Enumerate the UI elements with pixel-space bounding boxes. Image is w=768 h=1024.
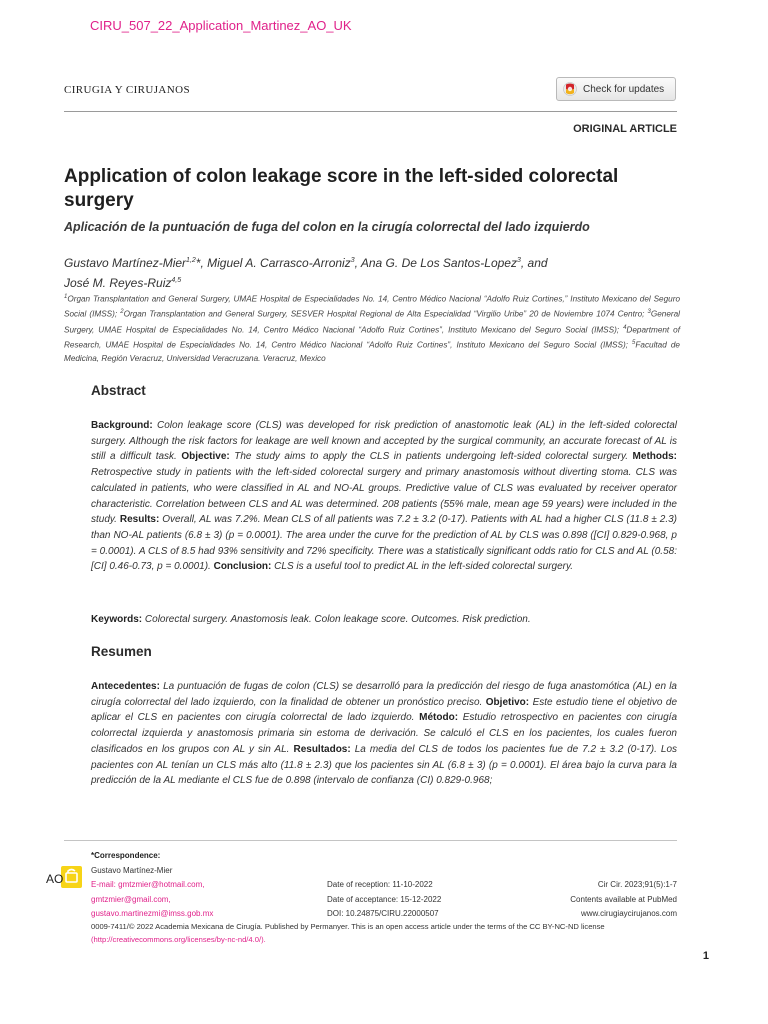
metodo-label: Método: [419, 712, 459, 724]
article-subtitle-spanish: Aplicación de la puntuación de fuga del colon en la cirugía colorrectal del lado izquierdo [64, 220, 590, 234]
correspondence-email[interactable]: gmtzmier@gmail.com, [91, 895, 171, 904]
affiliation-text: Organ Transplantation and General Surgery, UMAE Hospital de Especialidades No. 14, Centro Médico Nacional “Adolfo Ruiz Cortines,” Instituto Mexicano del Seguro Social (IMSS); [64, 294, 680, 320]
header-divider [64, 111, 677, 112]
objective-text: The study aims to apply the CLS in patients undergoing left-sided colorectal surgery. [234, 451, 629, 463]
author-list: Gustavo Martínez-Mier$^{1,2}$*, Miguel A. Carrasco-Arroniz$^3$, Ana G. De Los Santos-Lopez$^3$, and José M. Reyes-Ruiz$^{4,5}$ [64, 256, 548, 290]
objetivo-text: Este estudio tiene el objetivo de aplicar el CLS en pacientes con cirugía colorrectal de lado izquierdo. [91, 696, 678, 724]
running-head: CIRU_507_22_Application_Martinez_AO_UK [90, 18, 352, 33]
footer-divider [64, 840, 677, 841]
correspondence-email[interactable]: gustavo.martinezmi@imss.gob.mx [91, 909, 214, 918]
affiliation-text: Organ Transplantation and General Surgery, SESVER Hospital Regional de Alta Especialidad “Virgilio Uribe” 20 de Noviembre 1074 Centro; [123, 310, 645, 320]
objetivo-label: Objetivo: [485, 696, 530, 708]
results-text: Overall, AL was 7.2%. Mean CLS of all patients was 7.2 ± 3.2 (0-17). Patients with AL had a higher CLS (11.8 ± 2.3) than NO-AL patients (6.8 ± 3) (p = 0.0001). The area under the curve for the prediction of AL by CLS was 0.898 ([CI] 0.829-0.968, p = 0.0001). A CLS of 8.5 had 93% sensitivity and 72% specificity. There was a statistically significant odds ratio for CLS and AL (0.58: [CI] 0.46-0.73, p = 0.0001). [91, 514, 677, 573]
license-statement [91, 921, 681, 946]
methods-text: Retrospective study in patients with the left-sided colorectal surgery and primary anastomosis without diverting stoma. CLS was calculated in patients, who were classified in AL and NO-AL groups. Predictive value of CLS was evaluated by receiver operator characteristic. Correlation between CLS and AL was determined. 208 patients (55% male, mean age 59 years) were included in the study. [91, 467, 677, 526]
author-affiliation-sup: 3 [350, 257, 355, 264]
affiliation-text: Department of Research, UMAE Hospital de Especialidades No. 14, Centro Médico Nacional “Adolfo Ruiz Cortines”, Instituto Mexicano del Seguro Social (IMSS); [64, 325, 680, 350]
license-text: 0009-7411/© 2022 Academia Mexicana de Cirugía. Published by Permanyer. This is an open access article under the terms of the CC BY-NC-ND license [91, 922, 605, 931]
author-name: Ana G. De Los Santos-Lopez [360, 256, 517, 270]
affiliation-marker: 3 [647, 309, 651, 316]
results-label: Results: [119, 514, 160, 526]
keywords-label: Keywords: [91, 614, 143, 625]
open-access-label: AO [46, 872, 64, 886]
citation-reference: Cir Cir. 2023;91(5):1-7 [597, 880, 677, 889]
correspondence-email[interactable]: E-mail: gmtzmier@hotmail.com, [91, 880, 205, 889]
resumen-heading: Resumen [91, 644, 152, 659]
author-name: Miguel A. Carrasco-Arroniz [207, 256, 351, 270]
check-for-updates-label: Check for updates [583, 83, 665, 95]
author-affiliation-sup: 4,5 [171, 277, 182, 284]
affiliation-marker: 2 [120, 309, 124, 316]
affiliation-text: General Surgery, UMAE Hospital de Especialidades No. 14, Centro Médico Nacional “Adolfo Ruiz Cortines”, Instituto Mexicano del Seguro Social (IMSS); [64, 310, 681, 335]
date-of-reception: Date of reception: 11-10-2022 [327, 880, 433, 889]
affiliation-marker: 1 [64, 294, 68, 300]
article-type: ORIGINAL ARTICLE [573, 123, 677, 135]
author-affiliation-sup: 1,2 [186, 257, 196, 264]
check-for-updates-button[interactable] [556, 77, 676, 101]
affiliation-marker: 5 [632, 339, 636, 346]
affiliation-marker: 4 [623, 324, 627, 331]
resultados-text: La media del CLS de todos los pacientes fue de 7.2 ± 3.2 (0-17). Los pacientes con AL tenían un CLS más alto (11.8 ± 2.3) que los pacientes sin AL (6.8 ± 3) (p = 0.0001). El área bajo la curva para la predicción de la AL mediante el CLS fue de 0.898 (intervalo de confianza (CI) 0.829-0.968; [91, 743, 678, 787]
article-title: Application of colon leakage score in the left-sided colorectal surgery [64, 166, 619, 211]
abstract-heading: Abstract [91, 383, 146, 398]
correspondence-name: Gustavo Martínez-Mier [91, 866, 173, 875]
author-name: Gustavo Martínez-Mier [64, 256, 187, 270]
journal-name: CIRUGIA Y CIRUJANOS [64, 84, 190, 96]
keywords [91, 612, 677, 628]
methods-label: Methods: [632, 451, 677, 463]
author-name: José M. Reyes-Ruiz [64, 276, 172, 290]
antecedentes-text: La puntuación de fugas de colon (CLS) se desarrolló para la predicción del riesgo de fuga anastomótica (AL) en la cirugía colorrectal del lado izquierdo, con la finalidad de obtener un pronóstico preciso. [91, 681, 677, 708]
correspondence-label: *Correspondence: [91, 851, 161, 860]
abstract-body [91, 418, 677, 575]
journal-website[interactable]: www.cirugiaycirujanos.com [580, 909, 677, 918]
doi: DOI: 10.24875/CIRU.22000507 [327, 909, 439, 918]
author-conjunction: and [527, 256, 548, 270]
page-number: 1 [702, 950, 709, 962]
author-affiliation-sup: 3 [516, 257, 521, 264]
resumen-body [91, 679, 677, 789]
conclusion-label: Conclusion: [213, 561, 272, 573]
affiliations [64, 291, 680, 366]
background-text: Colon leakage score (CLS) was developed for risk prediction of anastomotic leak (AL) in the left-sided colorectal surgery. Although the risk factors for leakage are well known and accepted by the surgical community, an accurate forecast of AL is still a difficult task. [91, 420, 677, 463]
metodo-text: Estudio retrospectivo en pacientes con cirugía colorrectal izquierda y anastomosis primaria sin estoma de derivación. Se calculó el CLS en los pacientes, los cuales fueron clasificados en los grupos con AL y sin AL. [91, 712, 678, 755]
background-label: Background: [91, 420, 153, 431]
crossmark-icon [563, 82, 577, 96]
affiliation-text: Facultad de Medicina, Región Veracruz, Universidad Veracruzana. Veracruz, Mexico [64, 340, 680, 364]
resultados-label: Resultados: [293, 743, 351, 755]
antecedentes-label: Antecedentes: [91, 681, 160, 692]
keywords-text: Colorectal surgery. Anastomosis leak. Colon leakage score. Outcomes. Risk prediction. [144, 614, 531, 625]
objective-label: Objective: [181, 451, 230, 463]
pubmed-note: Contents available at PubMed [570, 895, 677, 904]
conclusion-text: CLS is a useful tool to predict AL in the left-sided colorectal surgery. [274, 561, 574, 573]
license-link[interactable]: (http://creativecommons.org/licenses/by-nc-nd/4.0/). [91, 934, 266, 944]
date-of-acceptance: Date of acceptance: 15-12-2022 [327, 895, 442, 904]
